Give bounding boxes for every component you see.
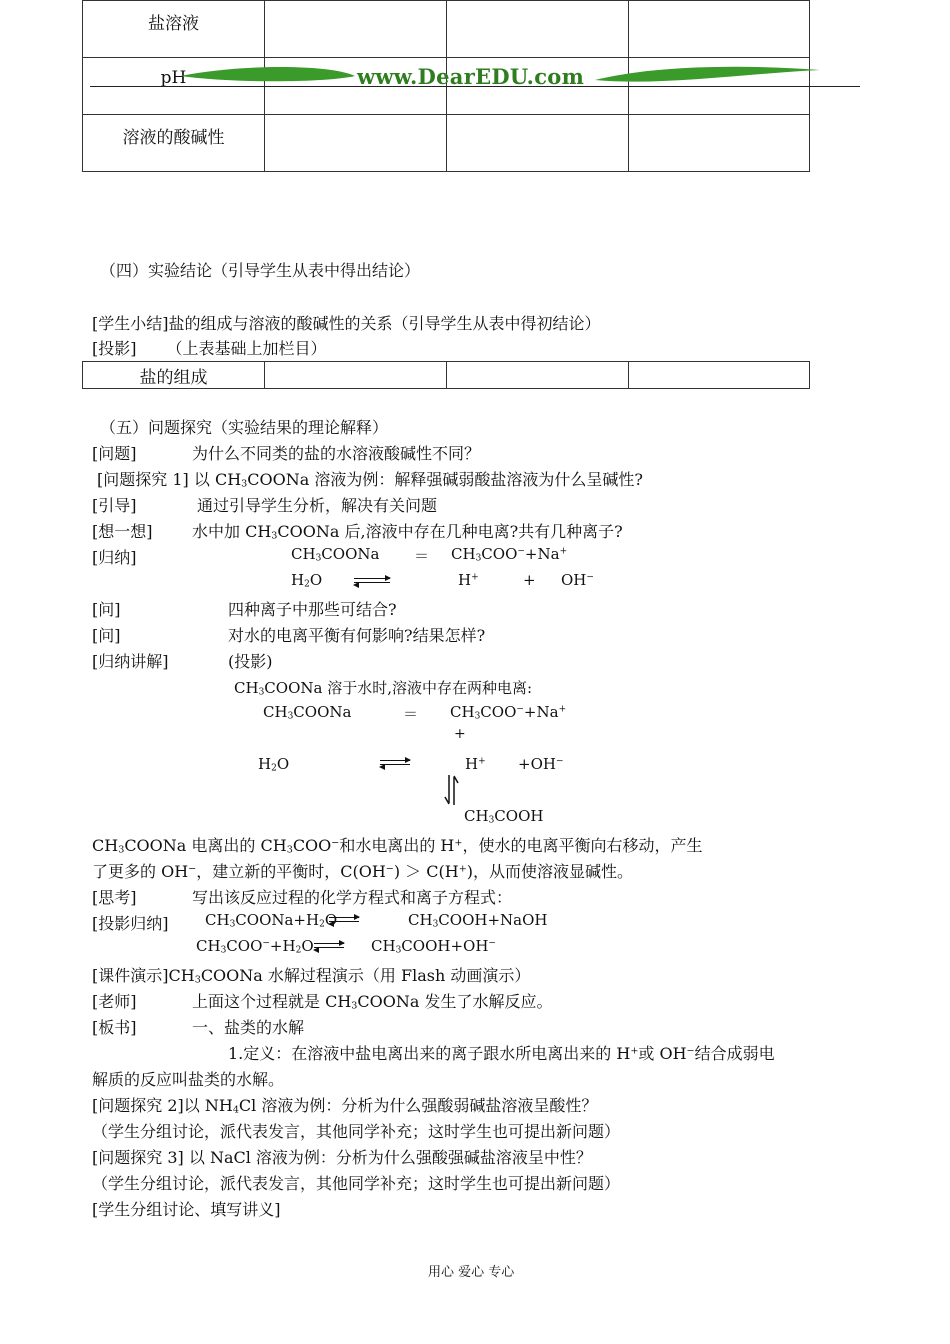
sup: +: [471, 572, 479, 583]
table-cell: [447, 362, 629, 389]
text: +OH: [518, 755, 556, 773]
text: COONa 水解过程演示（用 Flash 动画演示）: [200, 966, 531, 985]
text: COONa 溶液为例：解释强碱弱酸盐溶液为什么呈碱性?: [247, 470, 643, 489]
text: COONa: [321, 545, 380, 563]
sub: 2: [295, 945, 302, 956]
sub: 3: [475, 553, 482, 564]
board-text: 一、盐类的水解: [192, 1018, 305, 1037]
sup: −: [385, 863, 394, 875]
text: OH: [561, 571, 587, 589]
table-cell: [629, 1, 810, 58]
text: O: [309, 571, 323, 589]
sup: +: [559, 546, 568, 557]
sub: 3: [315, 553, 322, 564]
sub: 3: [194, 974, 201, 986]
text: CH: [371, 937, 396, 955]
text: 以 NaCl 溶液为例：分析为什么强酸强碱盐溶液呈中性？: [188, 1148, 592, 1167]
sup: +: [558, 704, 567, 715]
sub: 3: [220, 945, 227, 956]
table-cell: [629, 115, 810, 172]
table-cell: [265, 362, 447, 389]
projection-text: （上表基础上加栏目）: [166, 339, 327, 358]
sup: −: [188, 863, 197, 875]
think-text: 写出该反应过程的化学方程式和离子方程式：: [192, 888, 513, 907]
equilibrium-arrow-icon: [380, 758, 410, 768]
explain: [92, 649, 273, 672]
think: [92, 519, 623, 542]
equals: ＝: [403, 705, 419, 723]
text: O: [301, 937, 314, 955]
sub: 3: [258, 687, 265, 698]
induce-tag: [归纳]: [92, 548, 137, 567]
explain-eq-2: [258, 755, 578, 773]
text: O: [324, 911, 338, 929]
explain-text: (投影): [228, 652, 273, 671]
page-footer: 用心 爱心 专心: [428, 1265, 515, 1280]
table-cell: [265, 1, 447, 58]
definition-line-1: [228, 1041, 775, 1064]
text: CH: [450, 703, 475, 721]
question-text: 为什么不同类的盐的水溶液酸碱性不同？: [192, 444, 481, 463]
tag: [问]: [92, 600, 121, 619]
text: COONa+H: [235, 911, 320, 929]
text: 以 NH: [183, 1096, 233, 1115]
text: H: [458, 571, 472, 589]
section-heading: （五）问题探究（实验结果的理论解释）: [100, 418, 389, 437]
text: +H: [269, 937, 296, 955]
text: ，建立新的平衡时，C(OH: [196, 862, 386, 881]
sup: +: [454, 837, 463, 849]
text: H: [258, 755, 272, 773]
summary-text: 盐的组成与溶液的酸碱性的关系（引导学生从表中得初结论）: [168, 314, 601, 333]
discussion-note: （学生分组讨论，派代表发言，其他同学补充；这时学生也可提出新问题）: [92, 1174, 621, 1193]
text: CH: [234, 679, 259, 697]
salt-composition-table: [82, 361, 810, 389]
table-cell: [265, 115, 447, 172]
ask-text: 对水的电离平衡有何影响?结果怎样?: [228, 626, 486, 645]
text: COOH+OH: [401, 937, 489, 955]
sub: 3: [287, 711, 294, 722]
text: CH: [451, 545, 476, 563]
equilibrium-arrow-icon: [354, 576, 390, 586]
tag: [思考]: [92, 888, 137, 907]
text: CH: [196, 937, 221, 955]
text: CH: [92, 836, 119, 855]
plus-sign: +: [454, 726, 466, 742]
text: COO: [480, 703, 517, 721]
student-summary: [92, 311, 601, 334]
think-2: [92, 885, 513, 908]
problem-explore-1: [97, 467, 643, 490]
vertical-equilibrium-arrow-icon: [442, 773, 462, 807]
text: COOH: [494, 807, 544, 825]
group-discussion: [学生分组讨论、填写讲义]: [92, 1200, 281, 1219]
sub: 3: [271, 530, 278, 542]
text: COO: [481, 545, 518, 563]
tag: [问题探究 1]: [97, 470, 189, 489]
table-row-label: 盐溶液: [83, 1, 265, 58]
equals: ＝: [414, 547, 430, 565]
tag: [投影]: [92, 339, 137, 358]
text: COONa 后,溶液中存在几种电离?共有几种离子?: [277, 522, 623, 541]
text: COOH+NaOH: [438, 911, 548, 929]
teacher: [92, 989, 553, 1012]
table-cell: [447, 1, 629, 58]
tag: [问]: [92, 626, 121, 645]
text: COO: [226, 937, 263, 955]
table-cell: [447, 115, 629, 172]
sub: 2: [319, 919, 325, 930]
sub: 3: [286, 844, 293, 856]
sub: 2: [304, 579, 310, 590]
table-row-label: 盐的组成: [83, 362, 265, 389]
section-heading: （四）实验结论（引导学生从表中得出结论）: [100, 261, 421, 280]
definition-line-2: 解质的反应叫盐类的水解。: [92, 1070, 285, 1089]
plus: +: [523, 571, 536, 589]
text: CH: [205, 911, 230, 929]
sub: 3: [432, 919, 439, 930]
text: Cl 溶液为例：分析为什么强酸弱碱盐溶液呈酸性？: [238, 1096, 598, 1115]
induce-eq-1: [291, 545, 568, 565]
sup: −: [517, 546, 525, 557]
text: CH: [464, 807, 489, 825]
board: [92, 1015, 305, 1038]
sub: 3: [351, 1000, 358, 1012]
sub: 3: [118, 844, 125, 856]
sup: +: [478, 756, 486, 767]
tag: [归纳讲解]: [92, 652, 169, 671]
text: 结合成弱电: [694, 1044, 775, 1063]
discussion-note: （学生分组讨论，派代表发言，其他同学补充；这时学生也可提出新问题）: [92, 1122, 621, 1141]
text: COO: [292, 836, 332, 855]
text: ，使水的电离平衡向右移动，产生: [462, 836, 703, 855]
tag: [引导]: [92, 496, 137, 515]
question: [92, 441, 481, 464]
ask-text: 四种离子中那些可结合?: [228, 600, 397, 619]
text: ) ＞ C(H: [393, 862, 459, 881]
guide-text: 通过引导学生分析，解决有关问题: [197, 496, 438, 515]
text: O: [276, 755, 290, 773]
text: )，从而使溶液显碱性。: [466, 862, 633, 881]
text: +Na: [523, 703, 559, 721]
ask-1: [92, 597, 397, 620]
text: COONa 溶于水时,溶液中存在两种电离:: [264, 679, 533, 697]
text: COONa: [293, 703, 352, 721]
paragraph-line-2: [92, 859, 633, 882]
tag: [问题]: [92, 444, 137, 463]
sub: 3: [241, 478, 248, 490]
sup: −: [555, 756, 564, 767]
sup: −: [331, 837, 340, 849]
text: 和水电离出的 H: [339, 836, 455, 855]
sup: +: [458, 863, 467, 875]
table-cell: [629, 362, 810, 389]
projsum-eq-1: [205, 911, 565, 929]
explain-line: [234, 677, 532, 698]
text: CH: [408, 911, 433, 929]
text: 1.定义：在溶液中盐电离出来的离子跟水所电离出来的 H: [228, 1044, 631, 1063]
induce-eq-2: [291, 571, 611, 589]
problem-explore-2: [92, 1093, 597, 1116]
sup: −: [488, 938, 496, 949]
equilibrium-arrow-icon: [329, 915, 359, 925]
text: 以 CH: [193, 470, 242, 489]
tag: [问题探究 2]: [92, 1096, 184, 1115]
courseware: [92, 963, 530, 986]
paragraph-line-1: [92, 833, 702, 856]
text: +Na: [524, 545, 560, 563]
projsum-eq-2: [196, 937, 556, 955]
table-row-label: pH: [83, 58, 265, 115]
text: CH: [263, 703, 288, 721]
text: 或 OH: [638, 1044, 687, 1063]
problem-explore-3: [92, 1145, 592, 1168]
text: CH: [291, 545, 316, 563]
sub: 3: [488, 815, 495, 826]
equilibrium-arrow-icon: [314, 941, 344, 951]
sup: +: [630, 1045, 639, 1057]
text: 了更多的 OH: [92, 862, 189, 881]
watermark-logo: www.DearEDU.com: [357, 64, 585, 89]
projection-note: [92, 336, 327, 359]
tag: [学生小结]: [92, 314, 169, 333]
sup: −: [686, 1045, 695, 1057]
text: COONa 电离出的 CH: [124, 836, 287, 855]
sub: 3: [395, 945, 402, 956]
sup: −: [516, 704, 524, 715]
sub: 3: [229, 919, 236, 930]
tag: [问题探究 3]: [92, 1148, 184, 1167]
text: H: [465, 755, 479, 773]
text: COONa 发生了水解反应。: [357, 992, 553, 1011]
acetic-acid: [464, 807, 543, 825]
sub: 4: [232, 1104, 239, 1116]
tag: [板书]: [92, 1018, 137, 1037]
ask-2: [92, 623, 486, 646]
guide: [92, 493, 438, 516]
sub: 3: [474, 711, 481, 722]
explain-eq-1: [263, 703, 583, 721]
projection-summary-tag: [投影归纳]: [92, 914, 169, 933]
sub: 2: [271, 763, 277, 774]
tag: [老师]: [92, 992, 137, 1011]
text: H: [291, 571, 305, 589]
table-row-label: 溶液的酸碱性: [83, 115, 265, 172]
text: 水中加 CH: [192, 522, 272, 541]
sup: −: [262, 938, 270, 949]
sup: −: [586, 572, 594, 583]
tag: [想一想]: [92, 522, 153, 541]
text: CH: [168, 966, 195, 985]
tag: [课件演示]: [92, 966, 169, 985]
text: 上面这个过程就是 CH: [192, 992, 352, 1011]
